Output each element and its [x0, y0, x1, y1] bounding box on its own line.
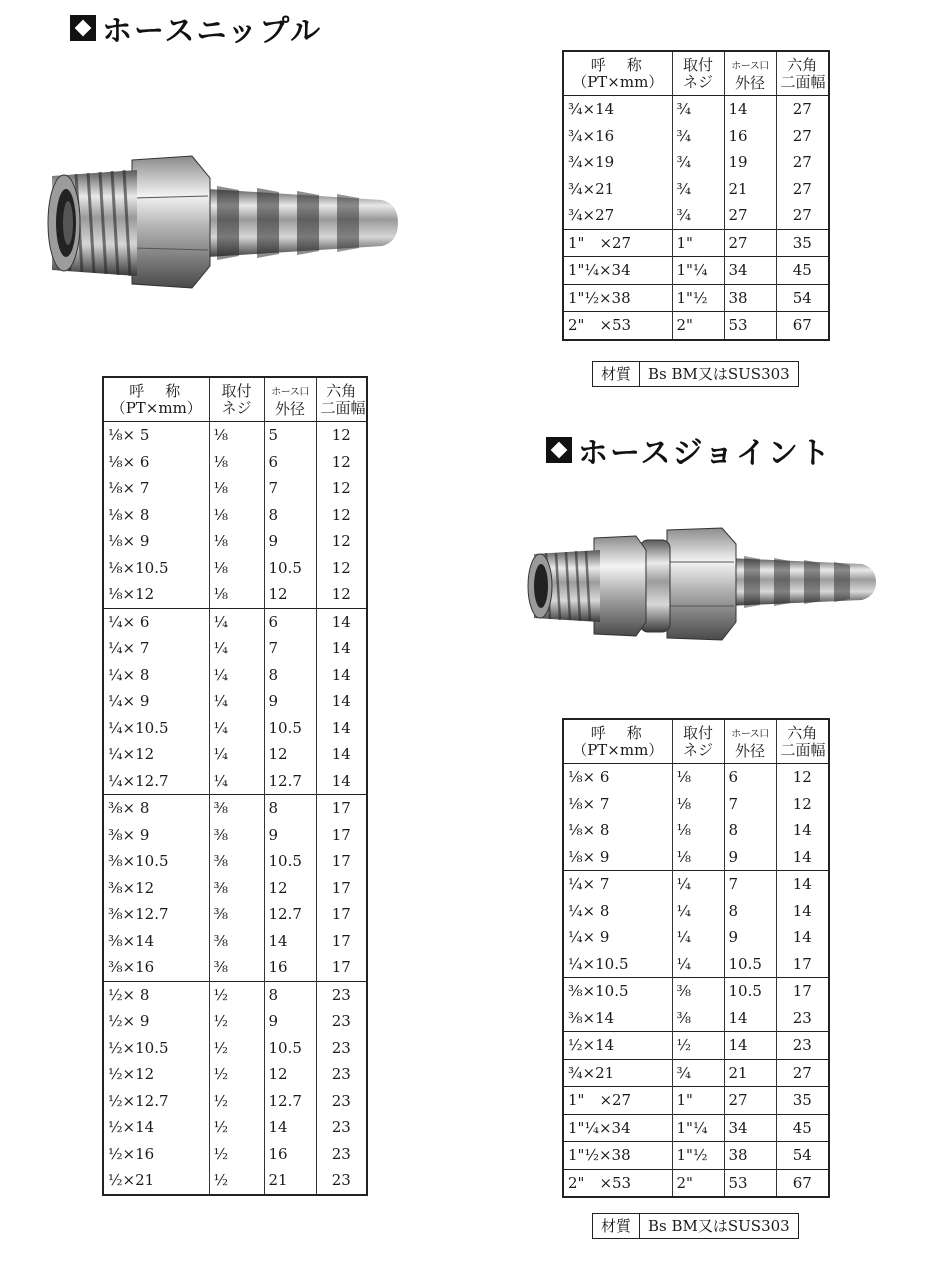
header-outer-diameter: ホース口 外径	[264, 377, 316, 422]
cell-thread-size: ⅛	[209, 502, 264, 529]
cell-hex-width: 45	[776, 1114, 829, 1142]
cell-hex-width: 14	[776, 817, 829, 844]
cell-hex-width: 17	[316, 875, 367, 902]
cell-hex-width: 23	[316, 1035, 367, 1062]
cell-nominal-size: ⅛× 7	[563, 791, 672, 818]
cell-nominal-size: ½× 8	[103, 981, 209, 1008]
table-row	[103, 954, 367, 981]
cell-thread-size: 1"	[672, 229, 724, 257]
cell-hose-outer-diameter: 10.5	[264, 848, 316, 875]
cell-hex-width: 23	[316, 1167, 367, 1195]
table-row	[103, 1008, 367, 1035]
cell-nominal-size: ¼× 6	[103, 608, 209, 635]
cell-hose-outer-diameter: 14	[264, 928, 316, 955]
cell-nominal-size: ¼× 9	[563, 924, 672, 951]
cell-thread-size: ⅛	[672, 764, 724, 791]
cell-hose-outer-diameter: 10.5	[264, 1035, 316, 1062]
cell-nominal-size: ⅜×14	[563, 1005, 672, 1032]
cell-hose-outer-diameter: 7	[264, 475, 316, 502]
cell-hex-width: 17	[316, 848, 367, 875]
cell-hose-outer-diameter: 8	[724, 817, 776, 844]
cell-thread-size: ½	[209, 981, 264, 1008]
cell-hex-width: 54	[776, 284, 829, 312]
table-row	[103, 768, 367, 795]
cell-hose-outer-diameter: 12.7	[264, 1088, 316, 1115]
cell-hex-width: 27	[776, 1059, 829, 1087]
cell-hose-outer-diameter: 8	[264, 981, 316, 1008]
cell-hex-width: 12	[776, 764, 829, 791]
table-row	[103, 422, 367, 449]
table-row	[563, 123, 829, 150]
cell-hose-outer-diameter: 9	[264, 822, 316, 849]
cell-nominal-size: ¼× 9	[103, 688, 209, 715]
table-row	[103, 528, 367, 555]
cell-thread-size: ¾	[672, 1059, 724, 1087]
cell-nominal-size: ¾×16	[563, 123, 672, 150]
header-thread: 取付 ネジ	[672, 719, 724, 764]
cell-nominal-size: ⅛× 8	[103, 502, 209, 529]
cell-nominal-size: ⅜×12.7	[103, 901, 209, 928]
cell-thread-size: ⅛	[209, 528, 264, 555]
cell-thread-size: ¾	[672, 96, 724, 123]
table-row	[563, 96, 829, 123]
cell-nominal-size: ⅜×16	[103, 954, 209, 981]
table-row	[103, 1167, 367, 1195]
header-thread: 取付 ネジ	[209, 377, 264, 422]
cell-hex-width: 67	[776, 1169, 829, 1197]
cell-hex-width: 12	[316, 528, 367, 555]
table-row	[103, 1141, 367, 1168]
section-title-hose-joint	[546, 428, 832, 472]
cell-hex-width: 14	[776, 898, 829, 925]
hose-nipple-spec-table-right	[562, 50, 830, 341]
cell-hex-width: 23	[316, 1008, 367, 1035]
table-row	[103, 581, 367, 608]
cell-thread-size: ½	[209, 1088, 264, 1115]
cell-hose-outer-diameter: 14	[724, 1032, 776, 1060]
cell-hose-outer-diameter: 53	[724, 1169, 776, 1197]
table-row	[103, 555, 367, 582]
cell-hex-width: 17	[776, 951, 829, 978]
cell-thread-size: ¼	[672, 924, 724, 951]
cell-thread-size: ⅛	[209, 581, 264, 608]
cell-hex-width: 23	[776, 1032, 829, 1060]
cell-thread-size: ½	[209, 1008, 264, 1035]
cell-thread-size: ⅜	[672, 978, 724, 1005]
table-row	[563, 1005, 829, 1032]
cell-hose-outer-diameter: 12	[264, 581, 316, 608]
cell-thread-size: ⅜	[209, 954, 264, 981]
cell-hex-width: 12	[316, 449, 367, 476]
cell-thread-size: ⅛	[209, 449, 264, 476]
cell-nominal-size: 2" ×53	[563, 312, 672, 340]
cell-thread-size: ¾	[672, 202, 724, 229]
cell-hose-outer-diameter: 14	[724, 96, 776, 123]
cell-thread-size: ¼	[209, 662, 264, 689]
table-row	[563, 951, 829, 978]
table-row	[563, 898, 829, 925]
cell-hose-outer-diameter: 8	[264, 795, 316, 822]
cell-hose-outer-diameter: 10.5	[264, 715, 316, 742]
table-row	[103, 688, 367, 715]
cell-thread-size: ⅜	[209, 848, 264, 875]
cell-hose-outer-diameter: 12	[264, 1061, 316, 1088]
cell-hex-width: 45	[776, 257, 829, 285]
cell-hose-outer-diameter: 12	[264, 741, 316, 768]
table-row	[563, 1169, 829, 1197]
cell-thread-size: ½	[209, 1114, 264, 1141]
cell-thread-size: ⅛	[209, 475, 264, 502]
cell-thread-size: 2"	[672, 312, 724, 340]
table-row	[563, 1142, 829, 1170]
cell-thread-size: ⅜	[209, 875, 264, 902]
cell-hose-outer-diameter: 21	[724, 176, 776, 203]
cell-nominal-size: 2" ×53	[563, 1169, 672, 1197]
material-value: Bs BM又はSUS303	[648, 365, 790, 383]
table-row	[103, 1088, 367, 1115]
cell-thread-size: ⅜	[209, 901, 264, 928]
cell-thread-size: ⅛	[209, 555, 264, 582]
cell-hose-outer-diameter: 6	[724, 764, 776, 791]
cell-nominal-size: ½×12	[103, 1061, 209, 1088]
table-row	[563, 844, 829, 871]
cell-nominal-size: ¼×12.7	[103, 768, 209, 795]
cell-hex-width: 14	[316, 688, 367, 715]
cell-nominal-size: ½× 9	[103, 1008, 209, 1035]
cell-hose-outer-diameter: 7	[264, 635, 316, 662]
cell-nominal-size: ¾×21	[563, 1059, 672, 1087]
cell-nominal-size: ⅛× 7	[103, 475, 209, 502]
cell-nominal-size: ¼× 7	[563, 871, 672, 898]
cell-nominal-size: ⅜×10.5	[103, 848, 209, 875]
header-name: 呼 称 （PT×mm）	[563, 51, 672, 96]
cell-hose-outer-diameter: 9	[264, 528, 316, 555]
cell-hose-outer-diameter: 27	[724, 202, 776, 229]
cell-hex-width: 35	[776, 229, 829, 257]
table-row	[563, 202, 829, 229]
cell-hex-width: 23	[316, 981, 367, 1008]
cell-thread-size: ¼	[209, 608, 264, 635]
table-row	[103, 875, 367, 902]
cell-hex-width: 17	[316, 795, 367, 822]
hose-nipple-spec-table-left	[102, 376, 368, 1196]
cell-hose-outer-diameter: 10.5	[724, 951, 776, 978]
cell-thread-size: ¼	[209, 768, 264, 795]
table-row	[563, 924, 829, 951]
table-row	[103, 1114, 367, 1141]
header-thread: 取付 ネジ	[672, 51, 724, 96]
cell-hex-width: 23	[316, 1114, 367, 1141]
cell-hose-outer-diameter: 21	[264, 1167, 316, 1195]
diamond-bullet-icon	[70, 15, 96, 41]
table-row	[103, 1061, 367, 1088]
cell-hose-outer-diameter: 9	[264, 1008, 316, 1035]
table-row	[103, 635, 367, 662]
cell-hex-width: 27	[776, 149, 829, 176]
cell-hex-width: 23	[776, 1005, 829, 1032]
cell-nominal-size: ¾×21	[563, 176, 672, 203]
cell-hex-width: 23	[316, 1141, 367, 1168]
cell-nominal-size: ⅛×12	[103, 581, 209, 608]
cell-hose-outer-diameter: 27	[724, 1087, 776, 1115]
header-name: 呼 称 （PT×mm）	[563, 719, 672, 764]
cell-hose-outer-diameter: 9	[264, 688, 316, 715]
cell-hex-width: 14	[316, 768, 367, 795]
section-title-hose-nipple	[70, 6, 322, 50]
hose-joint-photo	[522, 522, 882, 652]
cell-hex-width: 27	[776, 202, 829, 229]
table-row	[563, 1032, 829, 1060]
header-hex-width: 六角 二面幅	[316, 377, 367, 422]
cell-thread-size: ¾	[672, 123, 724, 150]
cell-hose-outer-diameter: 12.7	[264, 768, 316, 795]
cell-hose-outer-diameter: 27	[724, 229, 776, 257]
cell-hex-width: 14	[316, 741, 367, 768]
cell-nominal-size: ¼× 7	[103, 635, 209, 662]
material-label: 材質	[593, 362, 640, 386]
cell-hex-width: 17	[776, 978, 829, 1005]
cell-hex-width: 12	[316, 581, 367, 608]
hose-nipple-title: ホースニップル	[102, 14, 323, 49]
cell-thread-size: 1"½	[672, 284, 724, 312]
cell-thread-size: ½	[209, 1141, 264, 1168]
cell-hex-width: 17	[316, 954, 367, 981]
table-row	[563, 871, 829, 898]
cell-nominal-size: ⅜×12	[103, 875, 209, 902]
cell-hex-width: 12	[316, 555, 367, 582]
cell-hose-outer-diameter: 16	[264, 1141, 316, 1168]
cell-nominal-size: ¼×10.5	[563, 951, 672, 978]
table-row	[103, 822, 367, 849]
cell-hose-outer-diameter: 21	[724, 1059, 776, 1087]
cell-nominal-size: 1"¼×34	[563, 257, 672, 285]
cell-hex-width: 12	[316, 475, 367, 502]
table-row	[563, 229, 829, 257]
table-row	[103, 715, 367, 742]
cell-thread-size: 2"	[672, 1169, 724, 1197]
cell-hose-outer-diameter: 34	[724, 1114, 776, 1142]
cell-hex-width: 27	[776, 96, 829, 123]
cell-hose-outer-diameter: 16	[724, 123, 776, 150]
table-row	[103, 848, 367, 875]
cell-thread-size: ⅜	[209, 822, 264, 849]
cell-hex-width: 23	[316, 1088, 367, 1115]
table-row	[103, 475, 367, 502]
cell-nominal-size: ½×21	[103, 1167, 209, 1195]
cell-hex-width: 12	[776, 791, 829, 818]
header-hex-width: 六角 二面幅	[776, 719, 829, 764]
cell-hex-width: 12	[316, 502, 367, 529]
cell-hose-outer-diameter: 8	[724, 898, 776, 925]
cell-hex-width: 14	[776, 924, 829, 951]
cell-nominal-size: ⅜×10.5	[563, 978, 672, 1005]
cell-thread-size: ⅜	[672, 1005, 724, 1032]
cell-nominal-size: ¾×14	[563, 96, 672, 123]
table-row	[103, 662, 367, 689]
cell-hose-outer-diameter: 10.5	[264, 555, 316, 582]
cell-hex-width: 54	[776, 1142, 829, 1170]
cell-nominal-size: ½×16	[103, 1141, 209, 1168]
cell-hex-width: 14	[316, 662, 367, 689]
cell-hose-outer-diameter: 38	[724, 284, 776, 312]
cell-nominal-size: ½×12.7	[103, 1088, 209, 1115]
cell-hose-outer-diameter: 14	[724, 1005, 776, 1032]
cell-hex-width: 17	[316, 822, 367, 849]
cell-nominal-size: ⅛× 9	[563, 844, 672, 871]
table-row	[103, 741, 367, 768]
cell-nominal-size: ¼×12	[103, 741, 209, 768]
cell-nominal-size: ¼× 8	[563, 898, 672, 925]
cell-thread-size: ½	[209, 1167, 264, 1195]
cell-hose-outer-diameter: 5	[264, 422, 316, 449]
cell-nominal-size: ½×14	[103, 1114, 209, 1141]
cell-hex-width: 27	[776, 176, 829, 203]
table-row	[103, 981, 367, 1008]
table-row	[563, 1059, 829, 1087]
cell-hex-width: 14	[776, 871, 829, 898]
hose-joint-spec-table	[562, 718, 830, 1198]
cell-thread-size: ¾	[672, 176, 724, 203]
cell-hose-outer-diameter: 12	[264, 875, 316, 902]
cell-nominal-size: ¼×10.5	[103, 715, 209, 742]
cell-nominal-size: ⅜× 8	[103, 795, 209, 822]
cell-hose-outer-diameter: 14	[264, 1114, 316, 1141]
hose-joint-material-box	[592, 1213, 799, 1239]
cell-thread-size: ¼	[672, 871, 724, 898]
cell-hose-outer-diameter: 53	[724, 312, 776, 340]
table-row	[563, 284, 829, 312]
cell-hex-width: 12	[316, 422, 367, 449]
cell-thread-size: ⅛	[672, 817, 724, 844]
cell-nominal-size: 1" ×27	[563, 1087, 672, 1115]
cell-thread-size: 1"	[672, 1087, 724, 1115]
cell-thread-size: ¼	[209, 715, 264, 742]
cell-hose-outer-diameter: 8	[264, 502, 316, 529]
table-row	[563, 176, 829, 203]
cell-thread-size: ½	[672, 1032, 724, 1060]
material-label: 材質	[593, 1214, 640, 1238]
cell-hex-width: 14	[316, 608, 367, 635]
cell-nominal-size: ¼× 8	[103, 662, 209, 689]
cell-hex-width: 35	[776, 1087, 829, 1115]
cell-nominal-size: ⅛× 8	[563, 817, 672, 844]
cell-nominal-size: 1"½×38	[563, 1142, 672, 1170]
cell-thread-size: ⅛	[672, 791, 724, 818]
cell-thread-size: ¾	[672, 149, 724, 176]
cell-hex-width: 14	[316, 715, 367, 742]
cell-hose-outer-diameter: 6	[264, 449, 316, 476]
cell-thread-size: 1"½	[672, 1142, 724, 1170]
table-row	[563, 764, 829, 791]
cell-nominal-size: ⅛×10.5	[103, 555, 209, 582]
header-outer-diameter: ホース口 外径	[724, 51, 776, 96]
cell-nominal-size: ¾×19	[563, 149, 672, 176]
hose-nipple-material-box	[592, 361, 799, 387]
cell-nominal-size: 1"½×38	[563, 284, 672, 312]
cell-thread-size: ¼	[209, 741, 264, 768]
cell-nominal-size: ⅛× 6	[103, 449, 209, 476]
cell-nominal-size: ⅜× 9	[103, 822, 209, 849]
table-row	[103, 608, 367, 635]
header-hex-width: 六角 二面幅	[776, 51, 829, 96]
cell-nominal-size: 1"¼×34	[563, 1114, 672, 1142]
cell-nominal-size: 1" ×27	[563, 229, 672, 257]
cell-thread-size: ⅛	[209, 422, 264, 449]
table-row	[563, 312, 829, 340]
header-outer-diameter: ホース口 外径	[724, 719, 776, 764]
cell-thread-size: ¼	[672, 898, 724, 925]
cell-nominal-size: ⅛× 6	[563, 764, 672, 791]
table-row	[103, 1035, 367, 1062]
cell-thread-size: ½	[209, 1035, 264, 1062]
cell-thread-size: ¼	[672, 951, 724, 978]
table-row	[103, 901, 367, 928]
cell-hex-width: 17	[316, 901, 367, 928]
table-row	[103, 449, 367, 476]
cell-hose-outer-diameter: 7	[724, 791, 776, 818]
table-row	[563, 791, 829, 818]
header-name: 呼 称 （PT×mm）	[103, 377, 209, 422]
cell-hex-width: 27	[776, 123, 829, 150]
table-row	[103, 928, 367, 955]
cell-hose-outer-diameter: 38	[724, 1142, 776, 1170]
material-value: Bs BM又はSUS303	[648, 1217, 790, 1235]
cell-hex-width: 14	[316, 635, 367, 662]
cell-hose-outer-diameter: 7	[724, 871, 776, 898]
cell-nominal-size: ½×10.5	[103, 1035, 209, 1062]
table-row	[103, 502, 367, 529]
cell-thread-size: 1"¼	[672, 1114, 724, 1142]
cell-hose-outer-diameter: 6	[264, 608, 316, 635]
table-row	[563, 149, 829, 176]
cell-hose-outer-diameter: 8	[264, 662, 316, 689]
cell-hose-outer-diameter: 16	[264, 954, 316, 981]
cell-hose-outer-diameter: 19	[724, 149, 776, 176]
table-row	[563, 257, 829, 285]
hose-joint-title: ホースジョイント	[578, 436, 832, 471]
table-row	[563, 817, 829, 844]
cell-thread-size: ¼	[209, 635, 264, 662]
cell-thread-size: ¼	[209, 688, 264, 715]
diamond-bullet-icon	[546, 437, 572, 463]
cell-nominal-size: ⅛× 9	[103, 528, 209, 555]
cell-thread-size: ⅛	[672, 844, 724, 871]
cell-hex-width: 14	[776, 844, 829, 871]
cell-hex-width: 67	[776, 312, 829, 340]
table-row	[563, 978, 829, 1005]
cell-nominal-size: ¾×27	[563, 202, 672, 229]
cell-thread-size: ⅜	[209, 928, 264, 955]
cell-thread-size: 1"¼	[672, 257, 724, 285]
cell-hex-width: 17	[316, 928, 367, 955]
cell-thread-size: ½	[209, 1061, 264, 1088]
cell-thread-size: ⅜	[209, 795, 264, 822]
table-row	[563, 1114, 829, 1142]
cell-hose-outer-diameter: 12.7	[264, 901, 316, 928]
cell-nominal-size: ½×14	[563, 1032, 672, 1060]
cell-hose-outer-diameter: 10.5	[724, 978, 776, 1005]
table-row	[563, 1087, 829, 1115]
cell-hex-width: 23	[316, 1061, 367, 1088]
cell-nominal-size: ⅜×14	[103, 928, 209, 955]
cell-hose-outer-diameter: 9	[724, 844, 776, 871]
cell-hose-outer-diameter: 34	[724, 257, 776, 285]
table-row	[103, 795, 367, 822]
cell-hose-outer-diameter: 9	[724, 924, 776, 951]
hose-nipple-photo	[42, 148, 402, 298]
cell-nominal-size: ⅛× 5	[103, 422, 209, 449]
